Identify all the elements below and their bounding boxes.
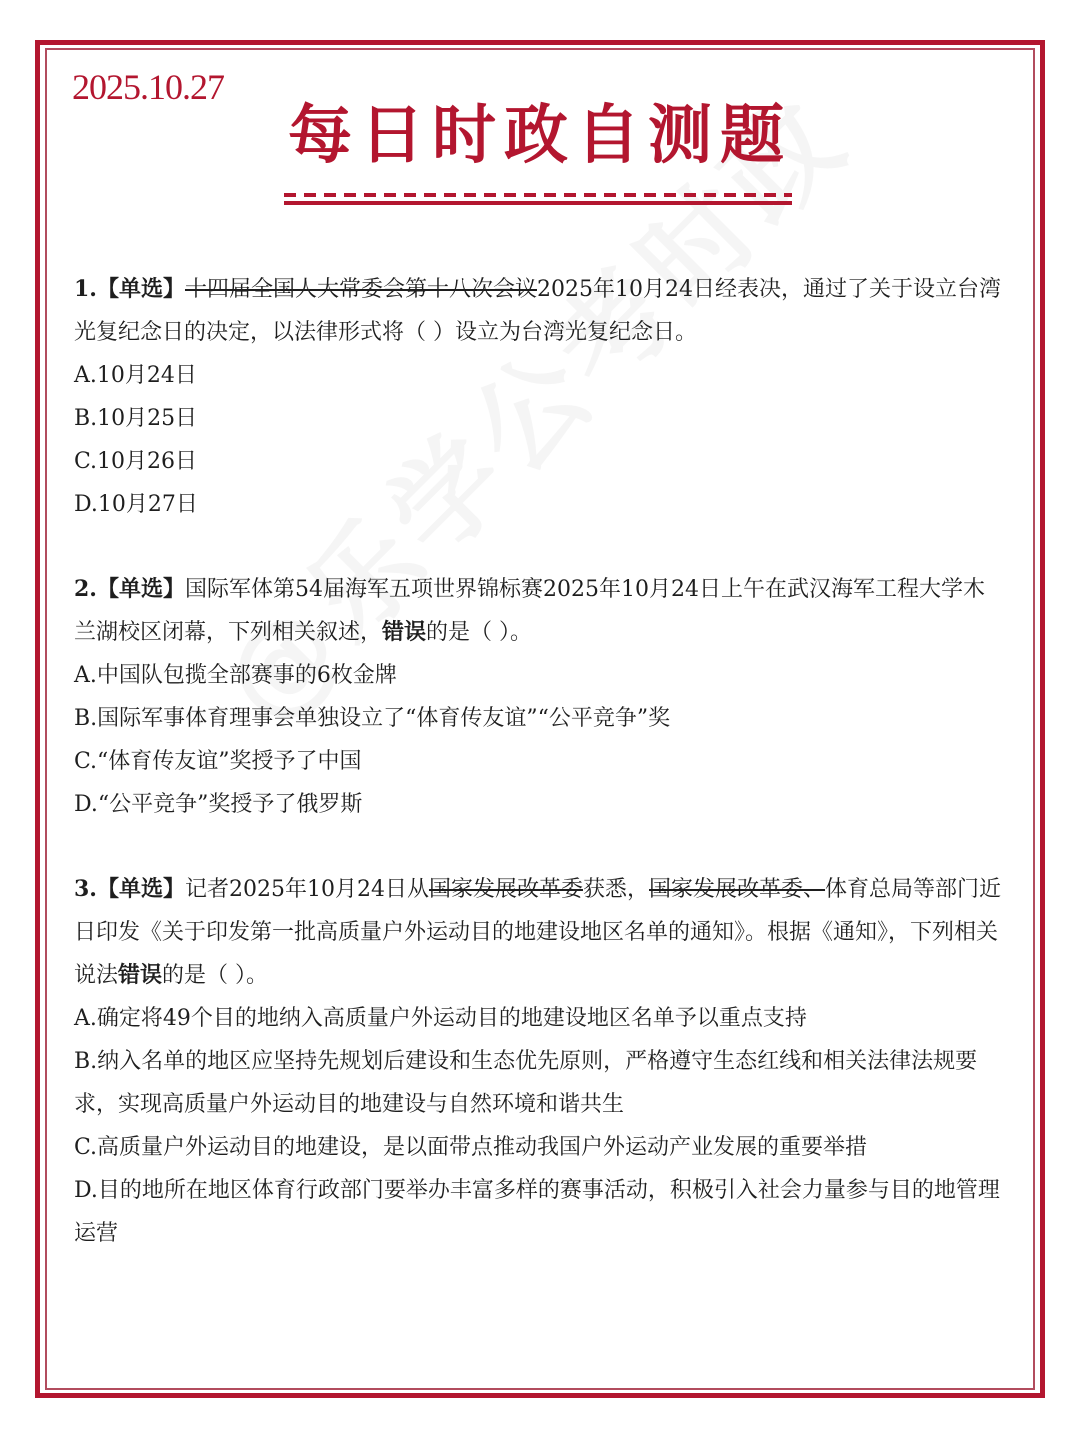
stem-text: 2025年10月24日经表决，通过了关于设立台湾光复纪念日的决定，以法律形式将（ ）设立为台湾光复纪念日。 xyxy=(74,277,1001,345)
question-number: 3. xyxy=(74,876,97,902)
question-stem xyxy=(74,868,1004,997)
option-d: D.目的地所在地区体育行政部门要举办丰富多样的赛事活动，积极引入社会力量参与目的地管理运营 xyxy=(74,1178,1000,1246)
question-list xyxy=(74,268,1004,1297)
question-3 xyxy=(74,868,1004,1255)
title-underline xyxy=(284,201,792,205)
emphasis-text: 错误 xyxy=(118,962,163,988)
option-a: A.中国队包揽全部赛事的6枚金牌 xyxy=(74,663,397,688)
option-b: B.国际军事体育理事会单独设立了“体育传友谊”“公平竞争”奖 xyxy=(74,706,671,731)
option-d: D.10月27日 xyxy=(74,492,198,517)
struck-text: 十四届全国人大常委会第十八次会议 xyxy=(184,277,537,302)
stem-text-end: 的是（ ）。 xyxy=(162,963,269,988)
struck-text: 国家发展改革委、 xyxy=(649,877,826,902)
stem-text-end: 的是（ ）。 xyxy=(426,620,533,645)
option-c: C.“体育传友谊”奖授予了中国 xyxy=(74,749,362,774)
question-stem xyxy=(74,268,1004,354)
emphasis-text: 错误 xyxy=(382,619,427,645)
question-number: 1. xyxy=(74,276,97,302)
option-d: D.“公平竞争”奖授予了俄罗斯 xyxy=(74,792,363,817)
stem-text: 国际军体第54届海军五项世界锦标赛2025年10月24日上午在武汉海军工程大学木兰湖校区闭幕，下列相关叙述， xyxy=(74,577,985,645)
date-label: 2025.10.27 xyxy=(72,67,224,107)
question-type: 【单选】 xyxy=(96,576,185,602)
question-1 xyxy=(74,268,1004,526)
question-2 xyxy=(74,568,1004,826)
option-b: B.纳入名单的地区应坚持先规划后建设和生态优先原则，严格遵守生态红线和相关法律法规要求，实现高质量户外运动目的地建设与自然环境和谐共生 xyxy=(74,1049,978,1117)
question-number: 2. xyxy=(74,576,97,602)
option-a: A.确定将49个目的地纳入高质量户外运动目的地建设地区名单予以重点支持 xyxy=(74,1006,807,1031)
option-a: A.10月24日 xyxy=(74,363,197,388)
question-stem xyxy=(74,568,1004,654)
stem-text: 记者2025年10月24日从 xyxy=(184,877,429,902)
option-c: C.高质量户外运动目的地建设，是以面带点推动我国户外运动产业发展的重要举措 xyxy=(74,1135,868,1160)
page-title: 每日时政自测题 xyxy=(288,98,792,173)
stem-text: 体育总局等部门近日印发《关于印发第一批高质量户外运动目的地建设地区名单的通知》。根据《通知》，下列相关说法 xyxy=(74,877,1002,988)
struck-text: 国家发展改革委 xyxy=(428,877,583,902)
option-b: B.10月25日 xyxy=(74,406,198,431)
question-type: 【单选】 xyxy=(96,276,185,302)
question-type: 【单选】 xyxy=(96,876,185,902)
option-c: C.10月26日 xyxy=(74,449,198,474)
title-dashed-line xyxy=(284,193,792,197)
stem-text: 获悉， xyxy=(582,877,649,902)
